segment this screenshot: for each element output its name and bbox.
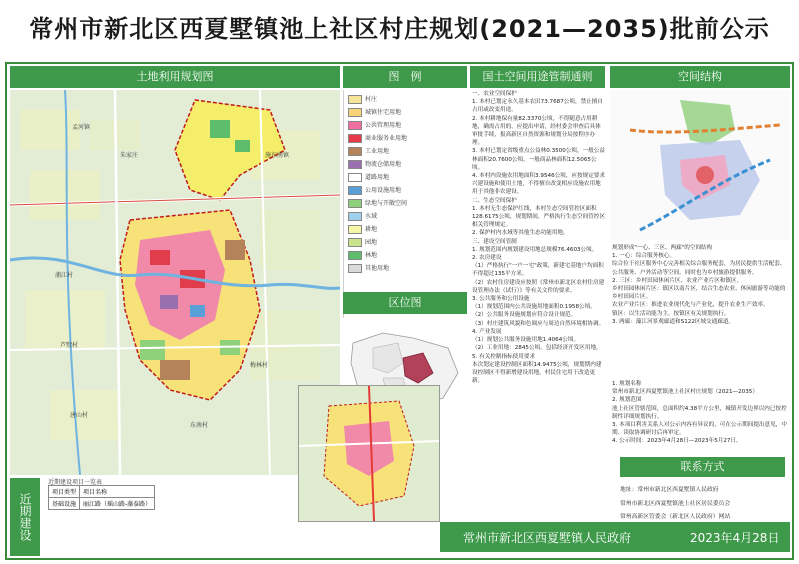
text-paragraph: 本次划定建设控制区面积14.9475公顷，规划期内建设控制区不得新增建设用地，村民住宅用于改造更新。 [472, 361, 602, 385]
text-paragraph: （2）工业用地：2845公顷，包括经济开发区用地。 [472, 345, 602, 352]
legend-item [348, 120, 466, 131]
text-paragraph: （1）规划范围内公共设施用地面积0.1958公顷。 [472, 304, 596, 311]
table-cell: 丽江路（瑶山路-藻泰路） [80, 498, 155, 510]
map-label: 梅林村 [250, 362, 269, 369]
legend-item [348, 159, 466, 170]
legend-label: 公共管理用地 [365, 122, 402, 129]
text-paragraph: 常州高新区管委会（新北区人民政府）网站 [620, 514, 731, 521]
legend-label: 水域 [365, 213, 378, 220]
legend-label: 公用设施用地 [365, 187, 402, 194]
legend-swatch [348, 147, 362, 156]
text-paragraph: 2. 规划范围 [612, 397, 642, 404]
legend-swatch [348, 173, 362, 182]
legend-item [348, 172, 466, 183]
text-paragraph: 2. 三区：乡村田园休闲片区、农业产业片区和镇区。 [612, 277, 743, 284]
spatial-structure-map [610, 90, 790, 240]
text-paragraph: 地址：常州市新北区西夏墅镇人民政府 [620, 486, 719, 493]
legend-item [348, 250, 466, 261]
text-paragraph: 镇区：以生活功能为主，按镇区有关规划执行。 [612, 310, 730, 317]
legend-item [348, 133, 466, 144]
text-paragraph: 3. 两廊：藻江河景观廊道和S122区域交通廊道。 [612, 318, 735, 325]
text-paragraph: 常州市新北区西夏墅镇池上社区居民委员会 [620, 500, 731, 507]
legend-label: 城镇住宅用地 [365, 109, 402, 116]
legend-item [348, 94, 466, 105]
control-rules-header: 国土空间用途管制通则 [470, 66, 605, 88]
legend-swatch [348, 212, 362, 221]
publish-date: 2023年4月28日 [690, 531, 780, 545]
recent-table-caption: 近期建设项目一览表 [48, 479, 103, 486]
legend-item [348, 107, 466, 118]
text-paragraph: 5. 有关控制指标使用要求 [472, 353, 536, 360]
map-label: 朱家庄 [120, 152, 139, 159]
text-paragraph: 3. 本村已划定省级重点公益林0.3500公顷，一般公益林面积20.7600公顷，一般商品林面积12.5065公顷。 [472, 148, 605, 171]
text-paragraph: （3）村庄建筑风貌和色调应与周边自然环境相协调。 [472, 320, 605, 327]
recent-table [48, 485, 155, 510]
legend-swatch [348, 264, 362, 273]
map-label: 东南村 [190, 422, 209, 429]
land-use-map-svg [10, 90, 340, 475]
recent-construction-map [298, 385, 440, 522]
title-bar [0, 0, 799, 58]
map-label: 孟河镇 [72, 124, 91, 131]
legend-item [348, 263, 466, 274]
legend-item [348, 198, 466, 209]
text-paragraph: 4. 产业发展 [472, 328, 502, 335]
legend-label: 工业用地 [365, 148, 390, 155]
legend-swatch [348, 108, 362, 117]
legend-label: 村庄 [365, 96, 378, 103]
legend-item [348, 146, 466, 157]
table-cell: 基础设施 [49, 498, 80, 510]
legend-swatch [348, 186, 362, 195]
land-use-map [10, 90, 340, 475]
legend-swatch [348, 199, 362, 208]
legend-label: 耕地 [365, 226, 378, 233]
text-paragraph: （1）规划公共服务设施用地1.4064公顷。 [472, 337, 580, 344]
spatial-structure-svg [610, 90, 790, 240]
text-paragraph: 2. 农房建设 [472, 255, 502, 262]
legend-label: 其他用地 [365, 265, 390, 272]
text-paragraph: 1. 规划名称 [612, 381, 642, 387]
legend-item [348, 211, 466, 222]
legend-label: 林地 [365, 252, 378, 259]
legend-swatch [348, 95, 362, 104]
legend-swatch [348, 238, 362, 247]
text-paragraph: 2. 本村耕地保有量82.3370公顷，不得随意占用耕地，确需占用的，应提出申请，经村委会审查后具体审批手续，报高新区自然资源和规划分局按程序办理。 [472, 115, 601, 147]
government-name: 常州市新北区西夏墅镇人民政府 [463, 531, 632, 545]
legend-header: 图 例 [343, 66, 467, 88]
table-row [49, 498, 155, 510]
legend-swatch [348, 134, 362, 143]
text-paragraph: 三、建设空间管制 [472, 238, 517, 245]
contact-header: 联系方式 [620, 457, 785, 477]
text-paragraph: （2）农村住房建设应按照《常州市新北区农村住房建设管理办法（试行）》等有关文件的要求。 [472, 279, 605, 294]
legend-label: 道路用地 [365, 174, 390, 181]
public-notice-text [612, 380, 790, 458]
text-paragraph: 常州市新北区西夏墅镇池上社区村庄规划（2021—2035） [612, 389, 758, 396]
legend-label: 园地 [365, 239, 378, 246]
text-paragraph: 4. 本村内设施农用地面积3.9546公顷，应按规定要求兴建设施和使用土地，不得擅自改变相应设施农用地用于其他非农建设。 [472, 173, 605, 196]
text-paragraph: 农业产业片区：推进农业现代化与产业化，提升农业生产效率。 [612, 302, 769, 309]
map-label: 施东南镇 [265, 152, 290, 159]
text-paragraph: 二、生态空间保护 [472, 197, 517, 204]
text-paragraph: 池上社区管辖范围，总面积约4.38平方公里，城镇开发边界以内已按控制性详细规划执行。 [612, 405, 787, 420]
text-paragraph: 综合位于社区服务中心完善相关综合服务配套，为居民提供生活配套、公共服务、户外活动等空间，同时也为乡村旅游提供服务。 [612, 261, 786, 276]
map-label: 浦江村 [55, 272, 74, 279]
recent-construction-label: 近期建设 [10, 478, 40, 556]
table-header-cell: 项目类型 [49, 486, 80, 498]
text-paragraph: 3. 公共服务和公用设施 [472, 296, 530, 303]
text-paragraph: 1. 规划范围内规划建设用地总规模76.4603公顷。 [472, 246, 598, 253]
legend-item [348, 237, 466, 248]
text-paragraph: 1. 本村已划定永久基本农田73.7687公顷，禁止擅自占用或改变用途。 [472, 99, 603, 114]
legend-swatch [348, 251, 362, 260]
legend-label: 商业服务业用地 [365, 135, 408, 142]
page-title: 常州市新北区西夏墅镇池上社区村庄规划(2021—2035)批前公示 [29, 15, 770, 43]
map-label: 芦墅村 [60, 342, 79, 349]
legend-swatch [348, 160, 362, 169]
text-paragraph: 乡村田园休闲片区：镇区以南片区，结合生态农业、休闲旅游等功能的乡村田园片区。 [612, 286, 786, 301]
legend-item [348, 224, 466, 235]
text-paragraph: （1）严格执行"一户一宅"政策，新建宅基地户均面积不得超过135平方米。 [472, 263, 604, 278]
text-paragraph: 规划形成"一心、三区、两廊"的空间结构 [612, 245, 713, 251]
legend-swatch [348, 121, 362, 130]
control-rules-text [472, 90, 605, 520]
text-paragraph: 4. 公示时间：2023年4月28日—2023年5月27日。 [612, 438, 742, 445]
text-paragraph: 1. 一心：综合服务核心。 [612, 253, 676, 260]
land-use-header: 土地利用规划图 [10, 66, 340, 88]
text-paragraph: 1. 本村无生态保护红线，本村生态空间管控区面积128.6175公顷，规划期间，严格执行生态空间管控区相关管理规定。 [472, 205, 605, 229]
legend-label: 物流仓储用地 [365, 161, 402, 168]
table-header-cell: 项目名称 [80, 486, 155, 498]
map-label: 唐山村 [70, 412, 89, 419]
location-header: 区位图 [343, 292, 467, 314]
legend-label: 绿地与开敞空间 [365, 200, 408, 207]
text-paragraph: 3. 本项目利害关系人对公示内容有异议的，可在公示期间提出意见，中期、读取协调研讨后再审定。 [612, 422, 787, 437]
legend-swatch [348, 225, 362, 234]
spatial-structure-header: 空间结构 [610, 66, 790, 88]
legend-item [348, 185, 466, 196]
table-row [49, 486, 155, 498]
text-paragraph: 一、农业空间保护 [472, 91, 517, 97]
text-paragraph: 2. 保护村内水域等其他生态功能用地。 [472, 230, 569, 237]
text-paragraph: （2）公共服务设施规划应符合设计规范。 [472, 312, 577, 319]
